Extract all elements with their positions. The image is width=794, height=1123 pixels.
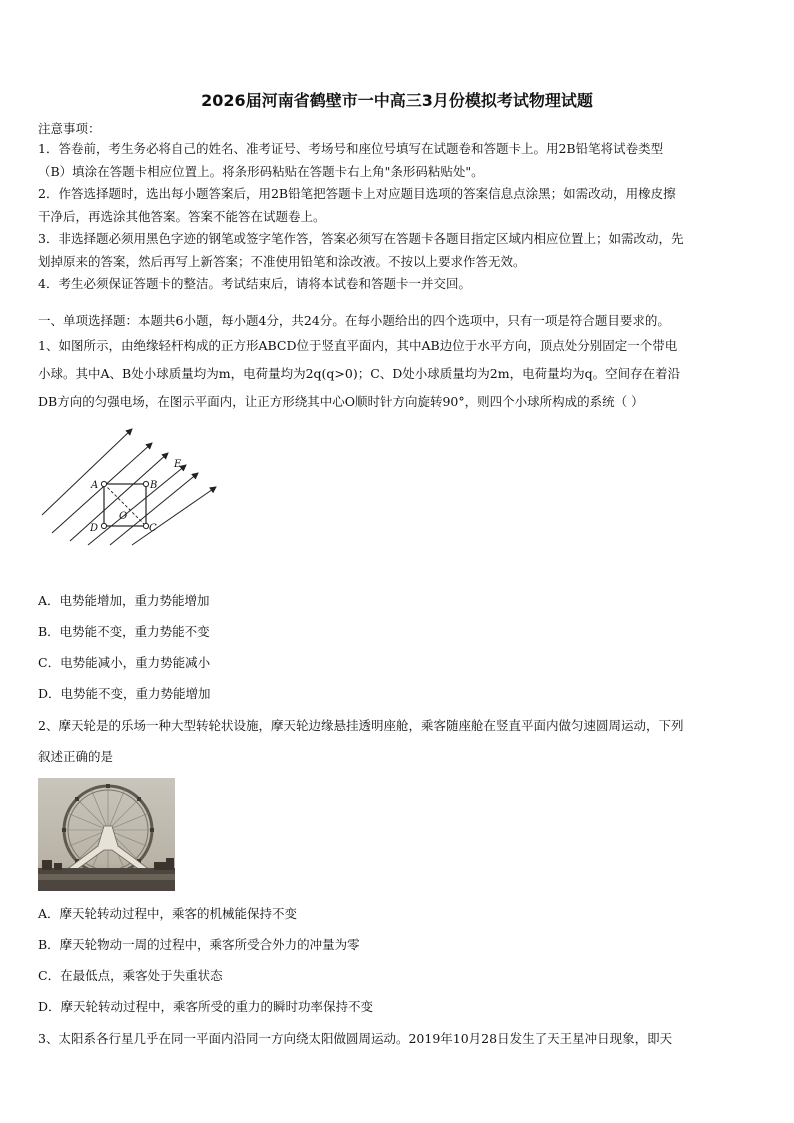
q3-line: 3、太阳系各行星几乎在同一平面内沿同一方向绕太阳做圆周运动。2019年10月28日发生了天王星冲日现象，即天 (38, 1031, 673, 1046)
center-o-label: O (119, 511, 128, 522)
notice-line: 划掉原来的答案，然后再写上新答案；不准使用铅笔和涂改液。不按以上要求作答无效。 (38, 254, 526, 269)
notice-line: 3．非选择题必须用黑色字迹的钢笔或签字笔作答，答案必须写在答题卡各题目指定区域内相应位置上；如需改动，先 (38, 231, 684, 246)
notice-line: 干净后，再选涂其他答案。答案不能答在试题卷上。 (38, 209, 326, 224)
q2-option-d: D．摩天轮转动过程中，乘客所受的重力的瞬时功率保持不变 (38, 999, 374, 1014)
notice-line: 4．考生必须保证答题卡的整洁。考试结束后，请将本试卷和答题卡一并交回。 (38, 276, 471, 291)
electric-field-square-figure (40, 423, 220, 548)
notice-heading: 注意事项： (38, 121, 101, 136)
q1-line: DB方向的匀强电场，在图示平面内，让正方形绕其中心O顺时针方向旋转90°，则四个小球所构成的系统（ ） (38, 394, 644, 409)
vertex-b-label: B (150, 480, 158, 491)
page-title: 2026届河南省鹤壁市一中高三3月份模拟考试物理试题 (201, 91, 593, 110)
ferris-wheel-photo (38, 778, 175, 891)
notice-line: （B）填涂在答题卡相应位置上。将条形码粘贴在答题卡右上角"条形码粘贴处"。 (38, 164, 484, 179)
vertex-a-label: A (91, 480, 99, 491)
q1-option-c: C．电势能减小，重力势能减小 (38, 655, 211, 670)
section-heading: 一、单项选择题：本题共6小题，每小题4分，共24分。在每小题给出的四个选项中，只有一项是符合题目要求的。 (38, 313, 670, 328)
q2-line: 2、摩天轮是的乐场一种大型转轮状设施，摩天轮边缘悬挂透明座舱，乘客随座舱在竖直平面内做匀速圆周运动，下列 (38, 718, 684, 733)
q2-line: 叙述正确的是 (38, 749, 114, 764)
notice-line: 1．答卷前，考生务必将自己的姓名、准考证号、考场号和座位号填写在试题卷和答题卡上。用2B铅笔将试卷类型 (38, 141, 664, 156)
field-e-label: E (174, 459, 182, 470)
q2-option-a: A．摩天轮转动过程中，乘客的机械能保持不变 (38, 906, 298, 921)
q1-option-b: B．电势能不变，重力势能不变 (38, 624, 210, 639)
q1-option-d: D．电势能不变，重力势能增加 (38, 686, 211, 701)
q1-line: 小球。其中A、B处小球质量均为m，电荷量均为2q(q>0)；C、D处小球质量均为2m，电荷量均为q。空间存在着沿 (38, 366, 681, 381)
q1-option-a: A．电势能增加，重力势能增加 (38, 593, 210, 608)
q2-option-b: B．摩天轮物动一周的过程中，乘客所受合外力的冲量为零 (38, 937, 360, 952)
vertex-d-label: D (90, 523, 99, 534)
q1-line: 1、如图所示，由绝缘轻杆构成的正方形ABCD位于竖直平面内，其中AB边位于水平方向，顶点处分别固定一个带电 (38, 338, 678, 353)
q2-option-c: C．在最低点，乘客处于失重状态 (38, 968, 223, 983)
vertex-c-label: C (149, 523, 157, 534)
notice-line: 2．作答选择题时，选出每小题答案后，用2B铅笔把答题卡上对应题目选项的答案信息点涂黑；如需改动，用橡皮擦 (38, 186, 676, 201)
